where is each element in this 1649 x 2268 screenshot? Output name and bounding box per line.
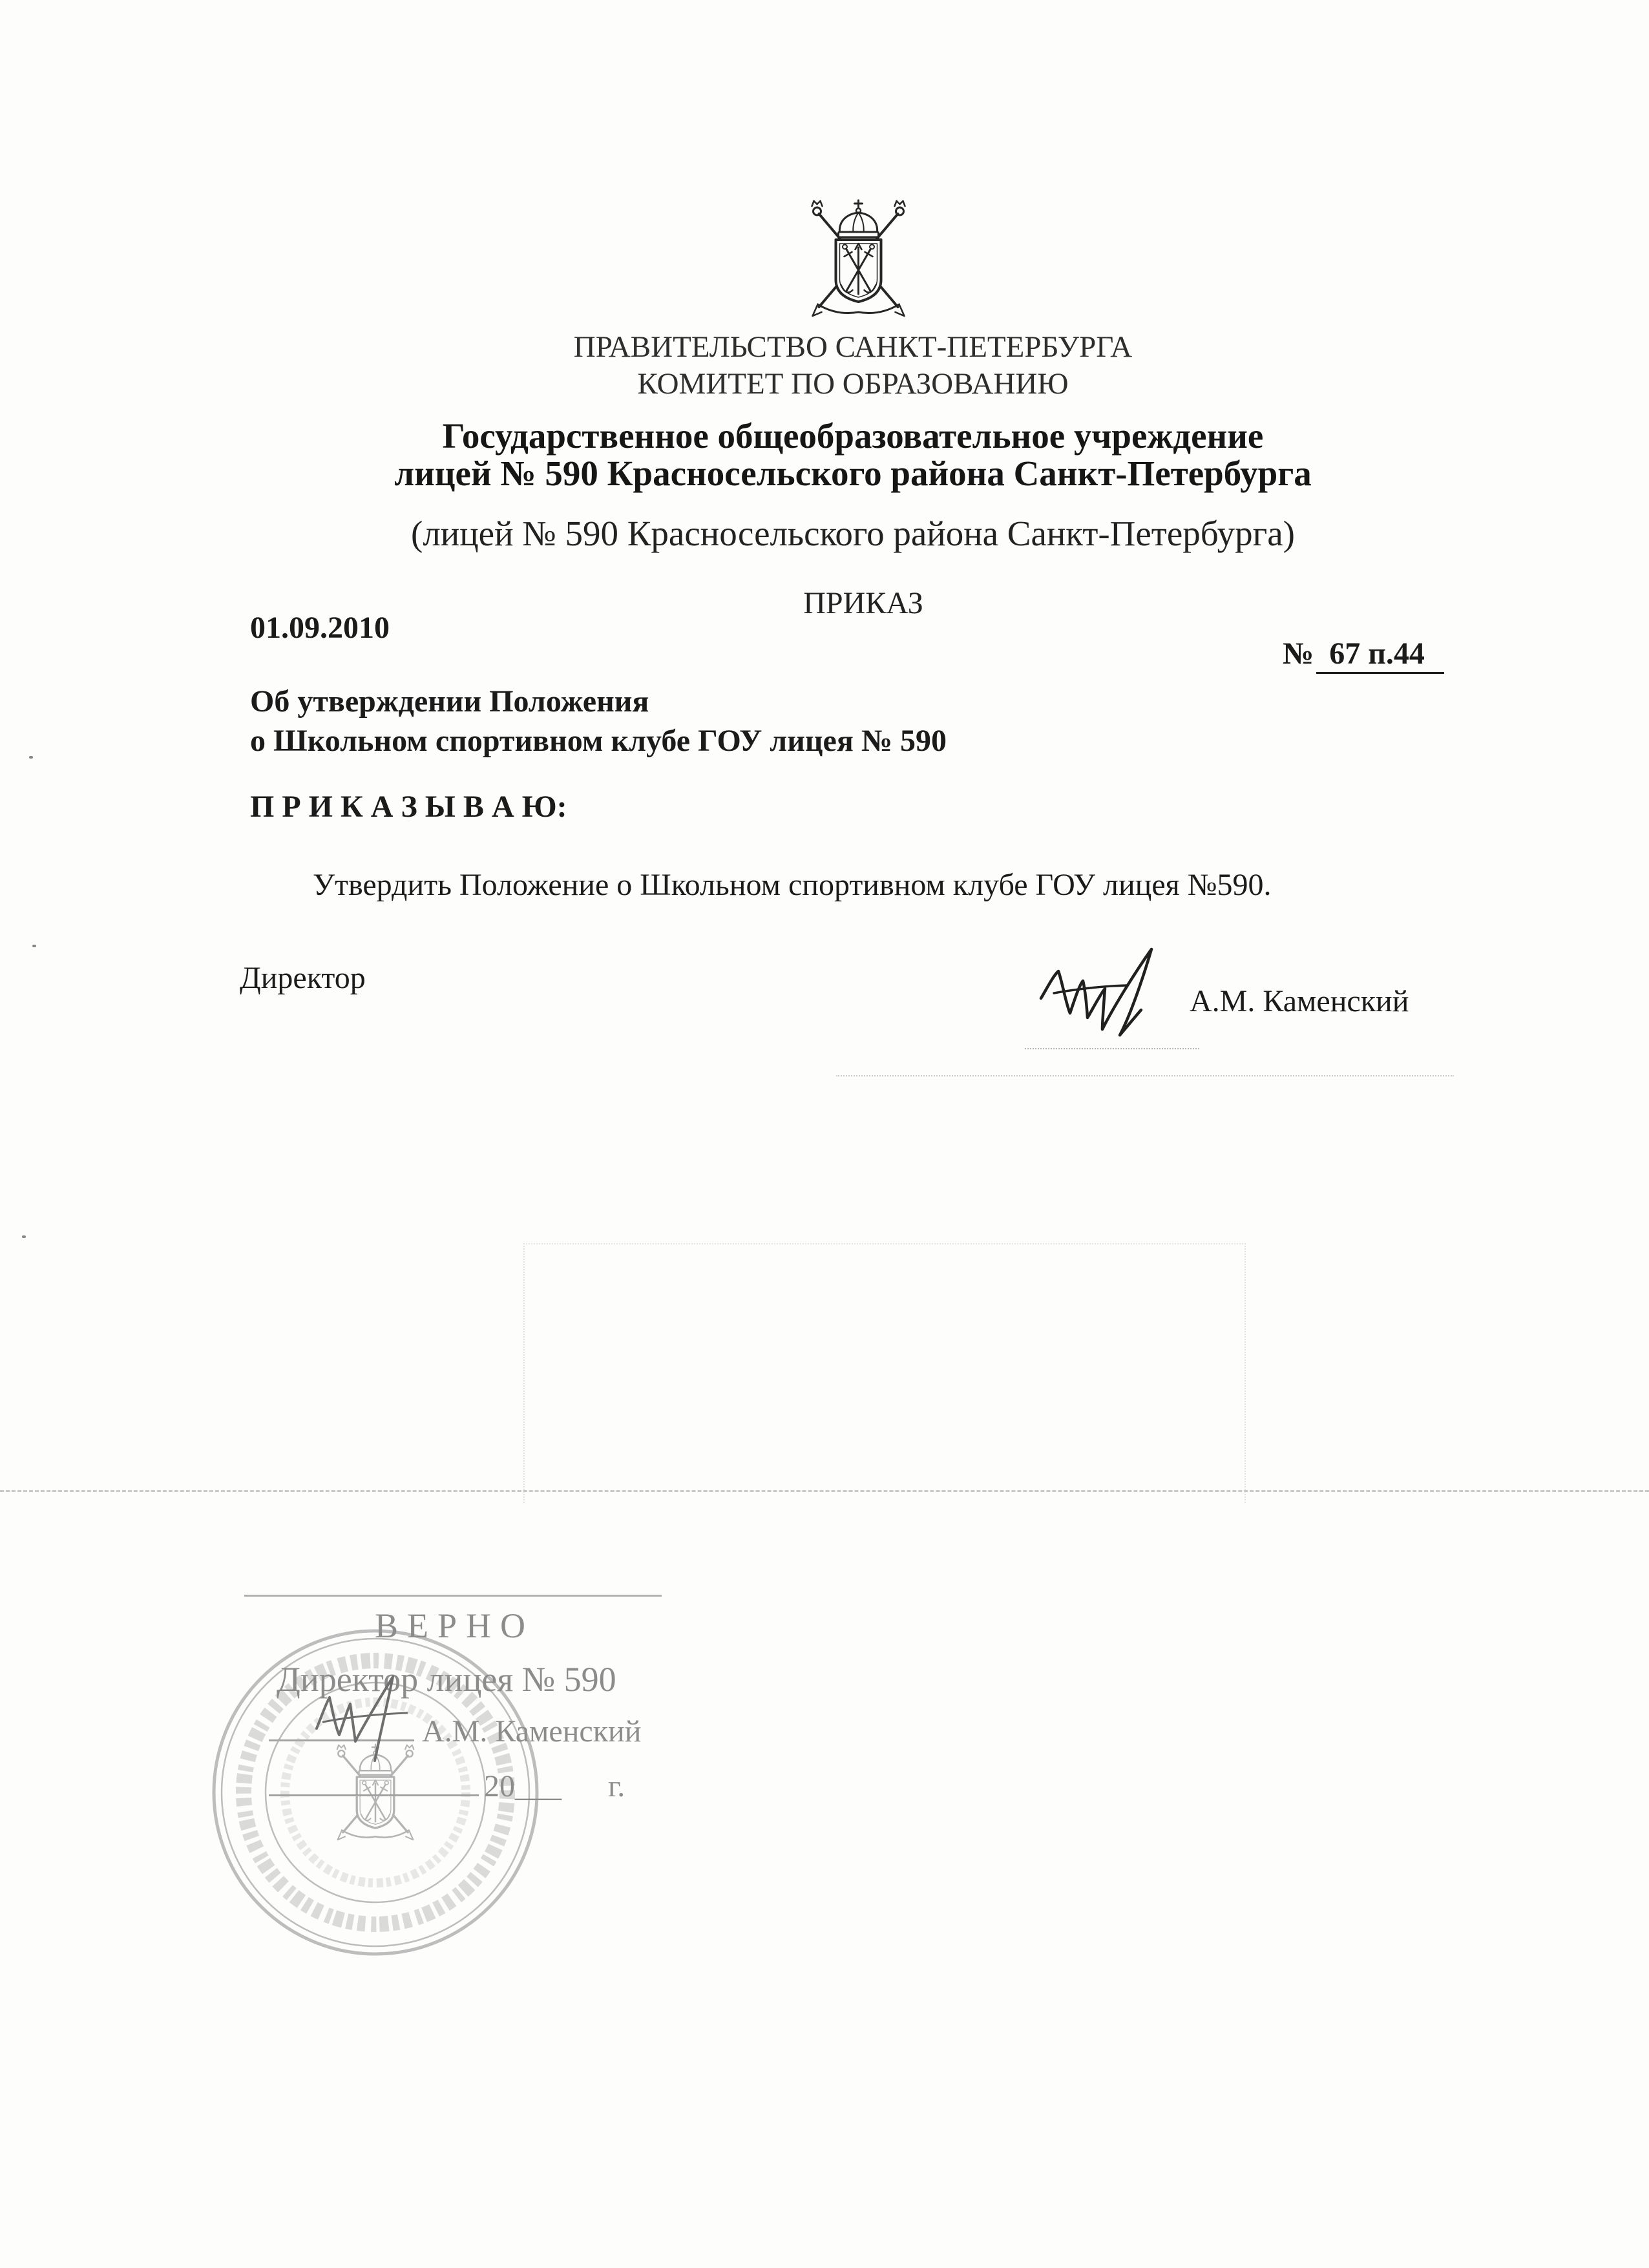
order-number-value: 67 п.44 bbox=[1316, 638, 1444, 674]
institution-name-line2: лицей № 590 Красносельского района Санкт-Петербурга bbox=[394, 454, 1312, 493]
scan-speck bbox=[22, 1235, 26, 1238]
scan-dotted-line bbox=[1025, 1048, 1199, 1049]
institution-name-line1: Государственное общеобразовательное учреждение bbox=[442, 416, 1264, 456]
scan-dotted-line bbox=[836, 1075, 1454, 1076]
committee-title: КОМИТЕТ ПО ОБРАЗОВАНИЮ bbox=[637, 367, 1069, 401]
order-number bbox=[1283, 638, 1444, 674]
order-directive: П Р И К А З Ы В А Ю: bbox=[250, 790, 567, 824]
stamp-date-underline bbox=[269, 1794, 479, 1796]
stamp-signature-icon bbox=[310, 1670, 426, 1770]
coat-of-arms-icon bbox=[802, 197, 915, 320]
government-title: ПРАВИТЕЛЬСТВО САНКТ-ПЕТЕРБУРГА bbox=[573, 330, 1133, 364]
scan-fold-line bbox=[0, 1490, 1649, 1492]
handwritten-signature-icon bbox=[1034, 943, 1163, 1047]
order-date: 01.09.2010 bbox=[250, 611, 390, 645]
order-subject-line2: о Школьном спортивном клубе ГОУ лицея № 590 bbox=[250, 724, 947, 758]
stamp-frame-line bbox=[244, 1595, 662, 1597]
institution-short-name: (лицей № 590 Красносельского района Санкт-Петербурга) bbox=[411, 514, 1295, 553]
scan-speck bbox=[29, 756, 33, 759]
stamp-date-line bbox=[269, 1771, 625, 1802]
stamp-heading: ВЕРНО bbox=[375, 1606, 535, 1645]
order-number-label: № bbox=[1283, 636, 1314, 671]
scan-artifact-frame bbox=[523, 1243, 1246, 1503]
order-subject-line1: Об утверждении Положения bbox=[250, 684, 649, 719]
stamp-position: Директор лицея № 590 bbox=[277, 1660, 616, 1699]
scan-speck bbox=[32, 945, 36, 947]
stamp-date: 20___ г. bbox=[484, 1769, 625, 1803]
signatory-position: Директор bbox=[240, 961, 366, 995]
stamp-name: А.М. Каменский bbox=[422, 1714, 642, 1748]
document-title: ПРИКАЗ bbox=[803, 586, 923, 620]
signatory-name: А.М. Каменский bbox=[1190, 984, 1409, 1018]
order-item: Утвердить Положение о Школьном спортивном клубе ГОУ лицея №590. bbox=[313, 868, 1272, 902]
